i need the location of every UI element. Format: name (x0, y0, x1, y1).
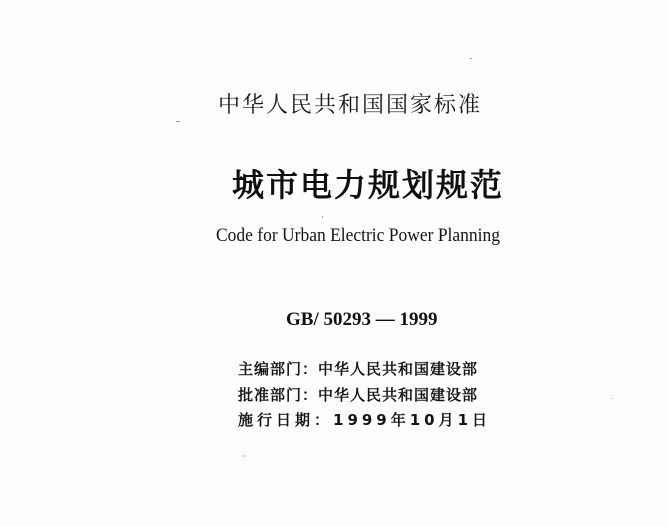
approval-department: 批准部门：中华人民共和国建设部 (238, 386, 479, 404)
document-title-chinese: 城市电力规划规范 (232, 166, 505, 204)
scan-speck (176, 121, 180, 122)
scan-speck (470, 58, 472, 59)
standard-code: GB/ 50293 — 1999 (286, 309, 438, 330)
document-title-english: Code for Urban Electric Power Planning (216, 225, 500, 246)
standard-series-heading: 中华人民共和国国家标准 (218, 93, 483, 118)
scan-speck (244, 455, 245, 457)
effective-date: 施行日期：1999年10月1日 (238, 411, 492, 429)
editor-department: 主编部门：中华人民共和国建设部 (238, 360, 479, 378)
scan-speck (612, 398, 613, 399)
scan-speck (322, 216, 323, 218)
